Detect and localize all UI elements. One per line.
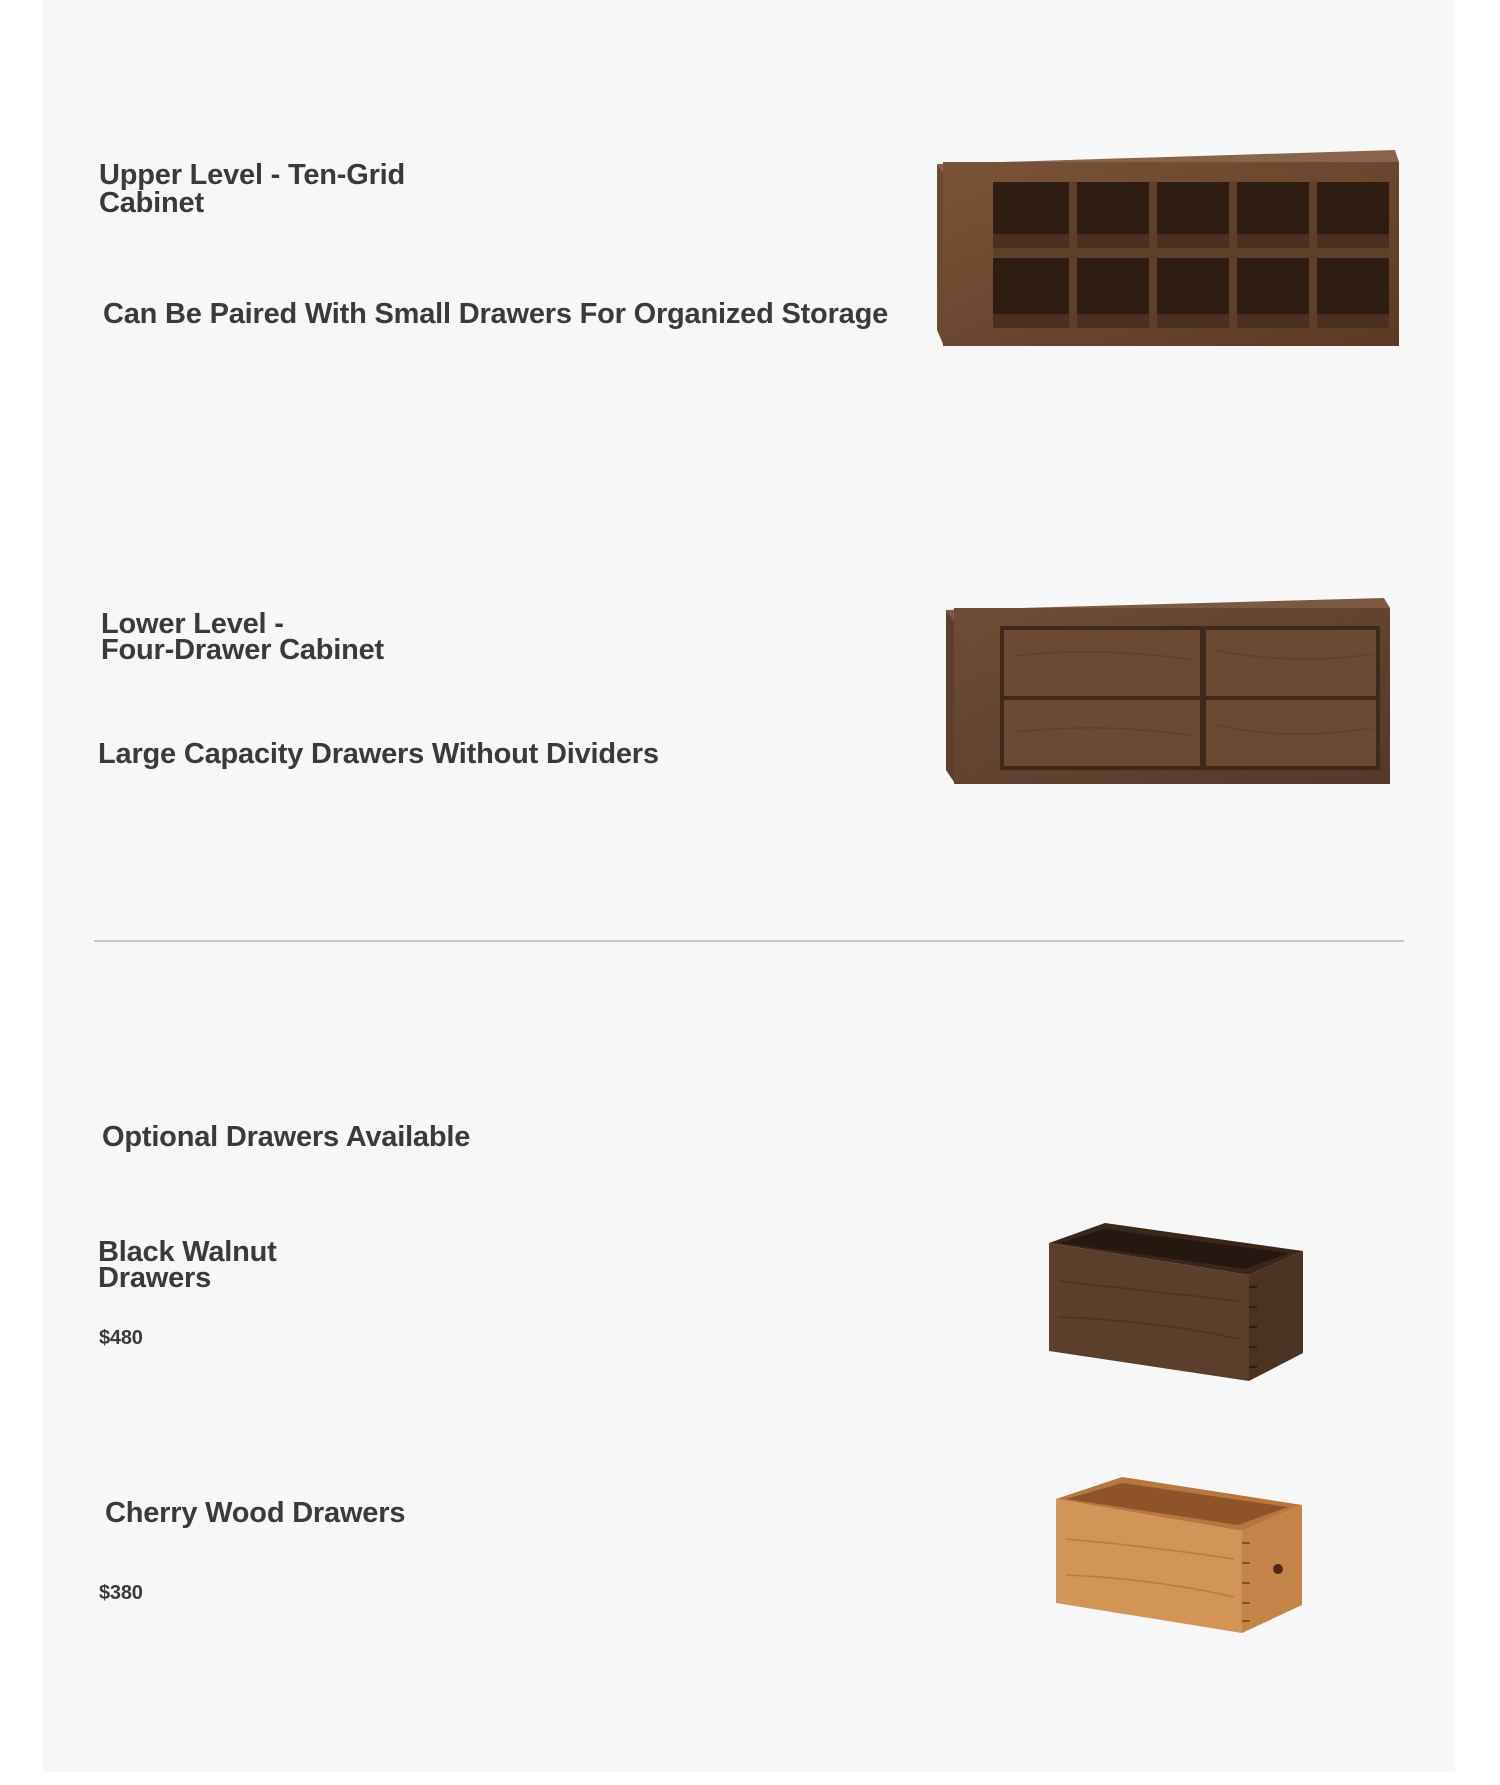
lower-cabinet-title-line2: Four-Drawer Cabinet — [101, 634, 385, 666]
walnut-drawer-name-line2: Drawers — [98, 1262, 212, 1294]
section-divider — [94, 940, 1404, 942]
lower-cabinet-title — [101, 608, 385, 666]
walnut-drawer-name-line1: Black Walnut — [98, 1236, 277, 1268]
upper-cabinet-subtitle: Can Be Paired With Small Drawers For Organized Storage — [103, 298, 889, 330]
cherry-drawer-image — [1056, 1475, 1302, 1633]
walnut-drawer-image — [1049, 1221, 1303, 1381]
ten-grid-cabinet-image — [935, 148, 1401, 346]
cherry-drawer-price: $380 — [99, 1582, 143, 1604]
upper-cabinet-title-line1: Upper Level - Ten-Grid — [99, 159, 406, 191]
walnut-drawer-name — [98, 1236, 277, 1294]
lower-cabinet-subtitle: Large Capacity Drawers Without Dividers — [98, 738, 659, 770]
lower-cabinet-title-line1: Lower Level - — [101, 608, 284, 640]
walnut-drawer-price: $480 — [99, 1327, 143, 1349]
optional-drawers-heading: Optional Drawers Available — [102, 1121, 471, 1153]
upper-cabinet-title — [99, 161, 405, 217]
upper-cabinet-title-line2: Cabinet — [99, 187, 204, 219]
four-drawer-cabinet-image — [944, 596, 1392, 786]
cherry-drawer-name: Cherry Wood Drawers — [105, 1497, 406, 1529]
